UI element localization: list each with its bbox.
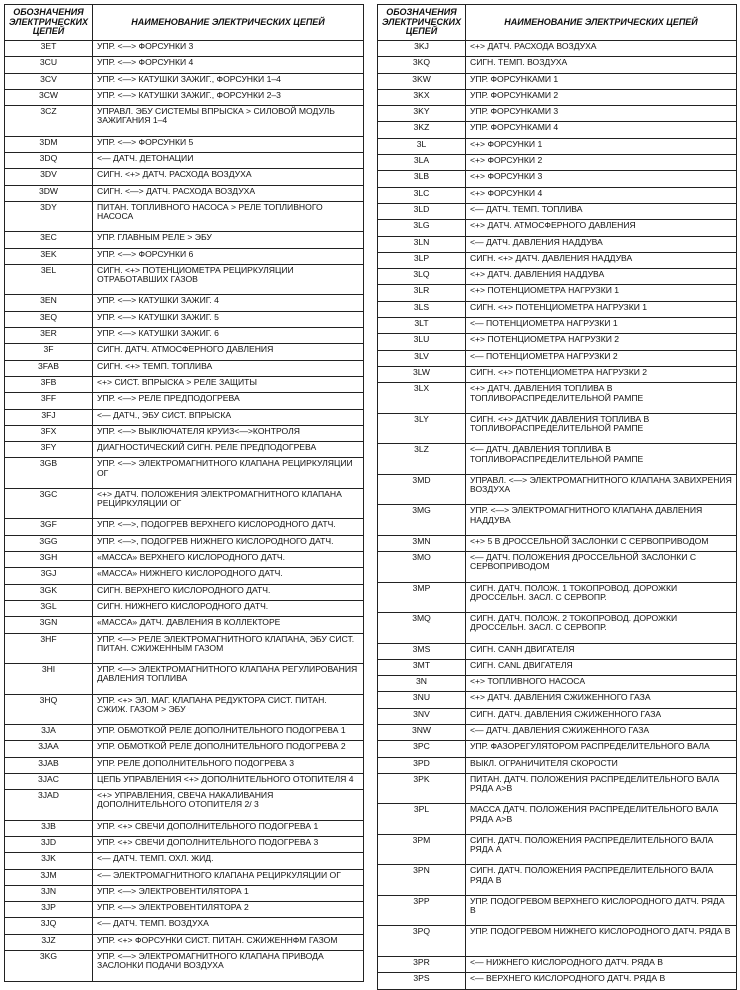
circuit-code: 3GJ [5, 568, 93, 584]
circuit-name: <+> УПРАВЛЕНИЯ, СВЕЧА НАКАЛИВАНИЯ ДОПОЛНИТЕЛЬНОГО ОТОПИТЕЛЯ 2/ 3 [93, 790, 364, 821]
table-row [378, 89, 737, 105]
table-row [378, 535, 737, 551]
circuit-name: ДИАГНОСТИЧЕСКИЙ СИГН. РЕЛЕ ПРЕДПОДОГРЕВА [93, 442, 364, 458]
table-row [5, 57, 364, 73]
circuit-name: УПР. <—> ФОРСУНКИ 3 [93, 41, 364, 57]
circuit-name: УПР. <—> ВЫКЛЮЧАТЕЛЯ КРУИЗ<—>КОНТРОЛЯ [93, 425, 364, 441]
circuit-name: УПР. <—> ФОРСУНКИ 4 [93, 57, 364, 73]
table-row [5, 232, 364, 248]
table-row [378, 725, 737, 741]
circuit-code: 3GH [5, 552, 93, 568]
circuit-code: 3PC [378, 741, 466, 757]
circuit-name: <— ДАТЧ. ДЕТОНАЦИИ [93, 152, 364, 168]
circuit-code: 3PR [378, 956, 466, 972]
table-row [5, 757, 364, 773]
circuit-code: 3LB [378, 171, 466, 187]
circuit-code: 3LG [378, 220, 466, 236]
table-row [5, 519, 364, 535]
circuit-name: <— ДАТЧ. ТЕМП. ОХЛ. ЖИД. [93, 853, 364, 869]
circuit-code: 3KZ [378, 122, 466, 138]
circuit-code: 3GF [5, 519, 93, 535]
circuit-name: <— ЭЛЕКТРОМАГНИТНОГО КЛАПАНА РЕЦИРКУЛЯЦИИ ОГ [93, 869, 364, 885]
circuit-name: <+> 5 В ДРОССЕЛЬНОЙ ЗАСЛОНКИ С СЕРВОПРИВОДОМ [466, 535, 737, 551]
circuit-name: УПР. ФОРСУНКАМИ 4 [466, 122, 737, 138]
circuit-code: 3PP [378, 895, 466, 926]
table-row [378, 613, 737, 644]
circuit-code: 3NU [378, 692, 466, 708]
circuit-name: <— ДАТЧ. ДАВЛЕНИЯ НАДДУВА [466, 236, 737, 252]
circuit-code: 3GN [5, 617, 93, 633]
circuit-code: 3MT [378, 659, 466, 675]
circuit-code: 3NW [378, 725, 466, 741]
circuit-name: «МАССА» НИЖНЕГО КИСЛОРОДНОГО ДАТЧ. [93, 568, 364, 584]
table-row [5, 633, 364, 664]
circuit-code: 3LU [378, 334, 466, 350]
table-row [5, 902, 364, 918]
circuit-code: 3LZ [378, 444, 466, 475]
table-row [378, 582, 737, 613]
table-row [5, 248, 364, 264]
circuit-code: 3LP [378, 252, 466, 268]
circuit-name: СИГН. <+> ПОТЕНЦИОМЕТРА НАГРУЗКИ 1 [466, 301, 737, 317]
circuit-code: 3PD [378, 757, 466, 773]
circuit-name: <— ДАТЧ. ТЕМП. ТОПЛИВА [466, 203, 737, 219]
circuit-name: СИГН. CANH ДВИГАТЕЛЯ [466, 643, 737, 659]
circuit-name: УПР. <—> ЭЛЕКТРОВЕНТИЛЯТОРА 2 [93, 902, 364, 918]
header-name: НАИМЕНОВАНИЕ ЭЛЕКТРИЧЕСКИХ ЦЕПЕЙ [93, 5, 364, 41]
circuit-code: 3KG [5, 951, 93, 982]
table-row [5, 264, 364, 295]
circuit-code: 3JQ [5, 918, 93, 934]
table-row [378, 334, 737, 350]
circuit-name: <+> ДАТЧ. ПОЛОЖЕНИЯ ЭЛЕКТРОМАГНИТНОГО КЛАПАНА РЕЦИРКУЛЯЦИИ ОГ [93, 488, 364, 519]
table-row [378, 676, 737, 692]
table-row [378, 741, 737, 757]
circuit-code: 3JA [5, 725, 93, 741]
circuit-name: <+> ТОПЛИВНОГО НАСОСА [466, 676, 737, 692]
circuit-name: <+> ФОРСУНКИ 3 [466, 171, 737, 187]
circuit-name: УПР. <—> КАТУШКИ ЗАЖИГ. 5 [93, 311, 364, 327]
circuit-code: 3HQ [5, 694, 93, 725]
circuit-code: 3EQ [5, 311, 93, 327]
table-row [378, 73, 737, 89]
table-row [5, 185, 364, 201]
circuit-name: УПР. <—> ЭЛЕКТРОМАГНИТНОГО КЛАПАНА РЕЦИРКУЛЯЦИИ ОГ [93, 458, 364, 489]
table-row [5, 376, 364, 392]
circuit-code: 3JAA [5, 741, 93, 757]
circuit-code: 3JB [5, 820, 93, 836]
circuit-name: <+> СИСТ. ВПРЫСКА > РЕЛЕ ЗАЩИТЫ [93, 376, 364, 392]
table-row [5, 853, 364, 869]
table-row [378, 187, 737, 203]
circuit-name: <+> ДАТЧ. ДАВЛЕНИЯ СЖИЖЕННОГО ГАЗА [466, 692, 737, 708]
circuit-name: <— ДАТЧ. ПОЛОЖЕНИЯ ДРОССЕЛЬНОЙ ЗАСЛОНКИ С СЕРВОПРИВОДОМ [466, 552, 737, 583]
table-row [378, 106, 737, 122]
circuit-name: <+> ФОРСУНКИ 2 [466, 155, 737, 171]
header-code: ОБОЗНАЧЕНИЯ ЭЛЕКТРИЧЕСКИХ ЦЕПЕЙ [378, 5, 466, 41]
header-name: НАИМЕНОВАНИЕ ЭЛЕКТРИЧЕСКИХ ЦЕПЕЙ [466, 5, 737, 41]
circuit-name: УПР. ФОРСУНКАМИ 2 [466, 89, 737, 105]
circuit-code: 3DW [5, 185, 93, 201]
circuit-name: УПР. ФОРСУНКАМИ 3 [466, 106, 737, 122]
circuit-name: <+> ФОРСУНКИ 1 [466, 138, 737, 154]
table-row [378, 383, 737, 414]
circuit-name: <— ДАТЧ., ЭБУ СИСТ. ВПРЫСКА [93, 409, 364, 425]
circuit-code: 3GG [5, 535, 93, 551]
table-row [5, 328, 364, 344]
table-row [378, 444, 737, 475]
circuit-code: 3MO [378, 552, 466, 583]
circuit-code: 3EK [5, 248, 93, 264]
circuit-code: 3PQ [378, 926, 466, 957]
table-row [5, 951, 364, 982]
table-row [5, 136, 364, 152]
circuit-code: 3JN [5, 885, 93, 901]
table-row [5, 552, 364, 568]
circuit-name: ВЫКЛ. ОГРАНИЧИТЕЛЯ СКОРОСТИ [466, 757, 737, 773]
circuit-code: 3ET [5, 41, 93, 57]
table-body-left [5, 41, 364, 982]
table-row [5, 790, 364, 821]
circuit-code: 3KQ [378, 57, 466, 73]
circuit-name: «МАССА» ДАТЧ. ДАВЛЕНИЯ В КОЛЛЕКТОРЕ [93, 617, 364, 633]
circuit-name: УПР. ФОРСУНКАМИ 1 [466, 73, 737, 89]
table-row [378, 659, 737, 675]
table-row [5, 488, 364, 519]
circuit-code: 3MN [378, 535, 466, 551]
table-row [5, 869, 364, 885]
circuit-name: СИГН. <+> ТЕМП. ТОПЛИВА [93, 360, 364, 376]
table-row [378, 865, 737, 896]
circuit-code: 3F [5, 344, 93, 360]
circuit-code: 3EL [5, 264, 93, 295]
circuit-name: УПР. <+> ФОРСУНКИ СИСТ. ПИТАН. СЖИЖЕННФМ ГАЗОМ [93, 934, 364, 950]
circuit-code: 3JAB [5, 757, 93, 773]
circuit-code: 3JP [5, 902, 93, 918]
table-row [378, 122, 737, 138]
table-row [5, 773, 364, 789]
circuit-name: СИГН. ДАТЧ. ПОЛОЖ. 2 ТОКОПРОВОД. ДОРОЖКИ ДРОССЕЛЬН. ЗАСЛ. С СЕРВОПР. [466, 613, 737, 644]
circuit-name: УПР. <—> РЕЛЕ ПРЕДПОДОГРЕВА [93, 393, 364, 409]
circuit-code: 3FJ [5, 409, 93, 425]
table-row [378, 956, 737, 972]
table-body-right [378, 41, 737, 990]
document-page [4, 4, 737, 984]
table-row [378, 155, 737, 171]
circuit-code: 3HF [5, 633, 93, 664]
table-row [5, 741, 364, 757]
table-row [5, 694, 364, 725]
circuit-name: <+> ФОРСУНКИ 4 [466, 187, 737, 203]
table-row [378, 804, 737, 835]
circuit-name: СИГН. ДАТЧ. ПОЛОЖЕНИЯ РАСПРЕДЕЛИТЕЛЬНОГО ВАЛА РЯДА А [466, 834, 737, 865]
table-row [5, 169, 364, 185]
circuit-code: 3FAB [5, 360, 93, 376]
circuit-name: УПР. <—> КАТУШКИ ЗАЖИГ. 6 [93, 328, 364, 344]
circuit-code: 3CZ [5, 106, 93, 137]
table-row [5, 73, 364, 89]
circuit-name: <+> ДАТЧ. ДАВЛЕНИЯ НАДДУВА [466, 269, 737, 285]
circuit-code: 3LC [378, 187, 466, 203]
circuit-code: 3LX [378, 383, 466, 414]
table-row [378, 269, 737, 285]
circuit-code: 3JM [5, 869, 93, 885]
circuit-code: 3LD [378, 203, 466, 219]
table-row [5, 295, 364, 311]
circuit-name: УПР. ОБМОТКОЙ РЕЛЕ ДОПОЛНИТЕЛЬНОГО ПОДОГРЕВА 2 [93, 741, 364, 757]
circuit-name: ЦЕПЬ УПРАВЛЕНИЯ <+> ДОПОЛНИТЕЛЬНОГО ОТОПИТЕЛЯ 4 [93, 773, 364, 789]
circuit-code: 3LQ [378, 269, 466, 285]
circuit-name: УПР. ФАЗОРЕГУЛЯТОРОМ РАСПРЕДЕЛИТЕЛЬНОГО ВАЛА [466, 741, 737, 757]
circuit-name: СИГН. ТЕМП. ВОЗДУХА [466, 57, 737, 73]
circuit-code: 3HI [5, 664, 93, 695]
header-code: ОБОЗНАЧЕНИЯ ЭЛЕКТРИЧЕСКИХ ЦЕПЕЙ [5, 5, 93, 41]
table-row [5, 885, 364, 901]
table-row [5, 568, 364, 584]
table-header-row [5, 5, 364, 41]
circuit-code: 3EN [5, 295, 93, 311]
circuit-name: СИГН. CANL ДВИГАТЕЛЯ [466, 659, 737, 675]
circuit-code: 3PK [378, 773, 466, 804]
circuit-code: 3GB [5, 458, 93, 489]
circuit-name: <+> ДАТЧ. АТМОСФЕРНОГО ДАВЛЕНИЯ [466, 220, 737, 236]
circuit-name: <— ВЕРХНЕГО КИСЛОРОДНОГО ДАТЧ. РЯДА В [466, 973, 737, 989]
circuit-code: 3FB [5, 376, 93, 392]
circuit-code: 3KJ [378, 41, 466, 57]
table-row [378, 708, 737, 724]
table-row [378, 252, 737, 268]
table-row [5, 600, 364, 616]
circuit-name: УПР. <—> ЭЛЕКТРОМАГНИТНОГО КЛАПАНА РЕГУЛИРОВАНИЯ ДАВЛЕНИЯ ТОПЛИВА [93, 664, 364, 695]
circuit-code: 3FF [5, 393, 93, 409]
circuit-name: УПР. <+> СВЕЧИ ДОПОЛНИТЕЛЬНОГО ПОДОГРЕВА 3 [93, 837, 364, 853]
circuit-name: СИГН. ВЕРХНЕГО КИСЛОРОДНОГО ДАТЧ. [93, 584, 364, 600]
circuit-name: <— ПОТЕНЦИОМЕТРА НАГРУЗКИ 1 [466, 318, 737, 334]
table-row [378, 692, 737, 708]
table-row [378, 757, 737, 773]
circuit-name: СИГН. <+> ПОТЕНЦИОМЕТРА НАГРУЗКИ 2 [466, 366, 737, 382]
circuit-code: 3PM [378, 834, 466, 865]
table-row [378, 236, 737, 252]
table-row [5, 201, 364, 232]
circuit-code: 3LW [378, 366, 466, 382]
table-row [5, 311, 364, 327]
circuit-name: <— ДАТЧ. ДАВЛЕНИЯ СЖИЖЕННОГО ГАЗА [466, 725, 737, 741]
circuit-code: 3CU [5, 57, 93, 73]
table-row [378, 220, 737, 236]
circuit-name: <— ДАТЧ. ТЕМП. ВОЗДУХА [93, 918, 364, 934]
circuit-code: 3KY [378, 106, 466, 122]
circuit-name: УПР. <—> КАТУШКИ ЗАЖИГ. 4 [93, 295, 364, 311]
table-row [378, 895, 737, 926]
circuit-name: <— ПОТЕНЦИОМЕТРА НАГРУЗКИ 2 [466, 350, 737, 366]
circuit-name: УПР. ОБМОТКОЙ РЕЛЕ ДОПОЛНИТЕЛЬНОГО ПОДОГРЕВА 1 [93, 725, 364, 741]
table-row [5, 617, 364, 633]
table-row [5, 152, 364, 168]
table-row [5, 934, 364, 950]
circuit-code: 3KW [378, 73, 466, 89]
table-row [5, 106, 364, 137]
table-row [5, 393, 364, 409]
circuit-code: 3LN [378, 236, 466, 252]
circuit-code: 3LR [378, 285, 466, 301]
table-row [5, 442, 364, 458]
table-row [378, 474, 737, 505]
circuit-name: УПР. <—> ФОРСУНКИ 5 [93, 136, 364, 152]
circuit-code: 3DY [5, 201, 93, 232]
circuit-code: 3FY [5, 442, 93, 458]
table-row [378, 643, 737, 659]
circuit-code: 3PN [378, 865, 466, 896]
table-row [378, 552, 737, 583]
circuit-code: 3LS [378, 301, 466, 317]
circuit-name: УПР. <—> ЭЛЕКТРОМАГНИТНОГО КЛАПАНА ПРИВОДА ЗАСЛОНКИ ПОДАЧИ ВОЗДУХА [93, 951, 364, 982]
table-row [378, 926, 737, 957]
circuit-name: УПР. <—> ФОРСУНКИ 6 [93, 248, 364, 264]
circuit-code: 3LV [378, 350, 466, 366]
table-row [5, 41, 364, 57]
table-row [378, 301, 737, 317]
circuit-name: <+> ПОТЕНЦИОМЕТРА НАГРУЗКИ 2 [466, 334, 737, 350]
circuit-name: СИГН. ДАТЧ. АТМОСФЕРНОГО ДАВЛЕНИЯ [93, 344, 364, 360]
circuit-name: СИГН. <+> ДАТЧ. РАСХОДА ВОЗДУХА [93, 169, 364, 185]
circuit-name: УПР. <+> СВЕЧИ ДОПОЛНИТЕЛЬНОГО ПОДОГРЕВА 1 [93, 820, 364, 836]
circuit-code: 3LT [378, 318, 466, 334]
table-row [378, 773, 737, 804]
table-row [5, 725, 364, 741]
circuit-name: СИГН. <—> ДАТЧ. РАСХОДА ВОЗДУХА [93, 185, 364, 201]
table-row [5, 89, 364, 105]
circuit-code: 3PS [378, 973, 466, 989]
table-row [5, 425, 364, 441]
circuit-code: 3LY [378, 413, 466, 444]
circuit-name: УПР. <—>, ПОДОГРЕВ ВЕРХНЕГО КИСЛОРОДНОГО ДАТЧ. [93, 519, 364, 535]
circuit-code: 3ER [5, 328, 93, 344]
circuit-name: СИГН. ДАТЧ. ПОЛОЖ. 1 ТОКОПРОВОД. ДОРОЖКИ ДРОССЕЛЬН. ЗАСЛ. С СЕРВОПР. [466, 582, 737, 613]
circuit-name: ПИТАН. ДАТЧ. ПОЛОЖЕНИЯ РАСПРЕДЕЛИТЕЛЬНОГО ВАЛА РЯДА А>В [466, 773, 737, 804]
circuit-name: ПИТАН. ТОПЛИВНОГО НАСОСА > РЕЛЕ ТОПЛИВНОГО НАСОСА [93, 201, 364, 232]
circuit-name: УПР. <—>, ПОДОГРЕВ НИЖНЕГО КИСЛОРОДНОГО ДАТЧ. [93, 535, 364, 551]
circuit-code: 3L [378, 138, 466, 154]
table-row [378, 138, 737, 154]
circuit-code: 3FX [5, 425, 93, 441]
circuit-name: «МАССА» ВЕРХНЕГО КИСЛОРОДНОГО ДАТЧ. [93, 552, 364, 568]
circuit-code: 3CV [5, 73, 93, 89]
circuit-code: 3JZ [5, 934, 93, 950]
table-row [378, 366, 737, 382]
table-row [5, 820, 364, 836]
circuit-name: УПР. <—> ЭЛЕКТРОМАГНИТНОГО КЛАПАНА ДАВЛЕНИЯ НАДДУВА [466, 505, 737, 536]
circuit-name: СИГН. НИЖНЕГО КИСЛОРОДНОГО ДАТЧ. [93, 600, 364, 616]
circuit-code: 3JAC [5, 773, 93, 789]
table-header-row [378, 5, 737, 41]
table-row [378, 505, 737, 536]
circuit-code: 3LA [378, 155, 466, 171]
circuit-name: СИГН. ДАТЧ. ПОЛОЖЕНИЯ РАСПРЕДЕЛИТЕЛЬНОГО ВАЛА РЯДА В [466, 865, 737, 896]
circuit-name: <+> ДАТЧ. ДАВЛЕНИЯ ТОПЛИВА В ТОПЛИВОРАСПРЕДЕЛИТЕЛЬНОЙ РАМПЕ [466, 383, 737, 414]
circuit-code: 3CW [5, 89, 93, 105]
circuit-table-right [377, 4, 737, 990]
circuit-code: 3JK [5, 853, 93, 869]
circuit-name: УПРАВЛ. <—> ЭЛЕКТРОМАГНИТНОГО КЛАПАНА ЗАВИХРЕНИЯ ВОЗДУХА [466, 474, 737, 505]
circuit-name: <+> ДАТЧ. РАСХОДА ВОЗДУХА [466, 41, 737, 57]
circuit-name: СИГН. <+> ДАТЧ. ДАВЛЕНИЯ НАДДУВА [466, 252, 737, 268]
circuit-code: 3JAD [5, 790, 93, 821]
circuit-name: МАССА ДАТЧ. ПОЛОЖЕНИЯ РАСПРЕДЕЛИТЕЛЬНОГО ВАЛА РЯДА А>В [466, 804, 737, 835]
circuit-name: УПР. ПОДОГРЕВОМ ВЕРХНЕГО КИСЛОРОДНОГО ДАТЧ. РЯДА В [466, 895, 737, 926]
circuit-code: 3DM [5, 136, 93, 152]
circuit-code: 3MQ [378, 613, 466, 644]
table-row [5, 344, 364, 360]
table-row [378, 203, 737, 219]
circuit-table-left [4, 4, 364, 982]
circuit-name: УПРАВЛ. ЭБУ СИСТЕМЫ ВПРЫСКА > СИЛОВОЙ МОДУЛЬ ЗАЖИГАНИЯ 1–4 [93, 106, 364, 137]
circuit-code: 3MS [378, 643, 466, 659]
table-row [5, 664, 364, 695]
circuit-code: 3N [378, 676, 466, 692]
circuit-code: 3NV [378, 708, 466, 724]
circuit-name: УПР. <—> РЕЛЕ ЭЛЕКТРОМАГНИТНОГО КЛАПАНА, ЭБУ СИСТ. ПИТАН. СЖИЖЕННЫМ ГАЗОМ [93, 633, 364, 664]
table-row [378, 318, 737, 334]
circuit-name: <— НИЖНЕГО КИСЛОРОДНОГО ДАТЧ. РЯДА В [466, 956, 737, 972]
circuit-name: УПР. РЕЛЕ ДОПОЛНИТЕЛЬНОГО ПОДОГРЕВА 3 [93, 757, 364, 773]
circuit-name: УПР. ГЛАВНЫМ РЕЛЕ > ЭБУ [93, 232, 364, 248]
table-row [5, 360, 364, 376]
circuit-name: УПР. <+> ЭЛ. МАГ. КЛАПАНА РЕДУКТОРА СИСТ. ПИТАН. СЖИЖ. ГАЗОМ > ЭБУ [93, 694, 364, 725]
circuit-name: УПР. <—> КАТУШКИ ЗАЖИГ., ФОРСУНКИ 1–4 [93, 73, 364, 89]
table-row [5, 837, 364, 853]
circuit-code: 3GK [5, 584, 93, 600]
circuit-code: 3DQ [5, 152, 93, 168]
circuit-name: СИГН. <+> ПОТЕНЦИОМЕТРА РЕЦИРКУЛЯЦИИ ОТРАБОТАВШИХ ГАЗОВ [93, 264, 364, 295]
circuit-code: 3GC [5, 488, 93, 519]
circuit-name: УПР. <—> ЭЛЕКТРОВЕНТИЛЯТОРА 1 [93, 885, 364, 901]
table-row [378, 834, 737, 865]
table-row [5, 535, 364, 551]
circuit-name: УПР. <—> КАТУШКИ ЗАЖИГ., ФОРСУНКИ 2–3 [93, 89, 364, 105]
table-row [378, 41, 737, 57]
circuit-name: СИГН. <+> ДАТЧИК ДАВЛЕНИЯ ТОПЛИВА В ТОПЛИВОРАСПРЕДЕЛИТЕЛЬНОЙ РАМПЕ [466, 413, 737, 444]
circuit-code: 3MG [378, 505, 466, 536]
circuit-name: СИГН. ДАТЧ. ДАВЛЕНИЯ СЖИЖЕННОГО ГАЗА [466, 708, 737, 724]
circuit-code: 3JD [5, 837, 93, 853]
table-row [5, 458, 364, 489]
table-row [5, 584, 364, 600]
table-row [378, 57, 737, 73]
circuit-code: 3MP [378, 582, 466, 613]
table-row [5, 918, 364, 934]
table-row [378, 350, 737, 366]
table-row [378, 171, 737, 187]
circuit-code: 3DV [5, 169, 93, 185]
table-row [378, 285, 737, 301]
circuit-name: УПР. ПОДОГРЕВОМ НИЖНЕГО КИСЛОРОДНОГО ДАТЧ. РЯДА В [466, 926, 737, 957]
circuit-code: 3MD [378, 474, 466, 505]
table-row [378, 973, 737, 989]
circuit-code: 3EC [5, 232, 93, 248]
circuit-name: <— ДАТЧ. ДАВЛЕНИЯ ТОПЛИВА В ТОПЛИВОРАСПРЕДЕЛИТЕЛЬНОЙ РАМПЕ [466, 444, 737, 475]
table-row [5, 409, 364, 425]
circuit-name: <+> ПОТЕНЦИОМЕТРА НАГРУЗКИ 1 [466, 285, 737, 301]
circuit-code: 3KX [378, 89, 466, 105]
circuit-code: 3PL [378, 804, 466, 835]
circuit-code: 3GL [5, 600, 93, 616]
table-row [378, 413, 737, 444]
